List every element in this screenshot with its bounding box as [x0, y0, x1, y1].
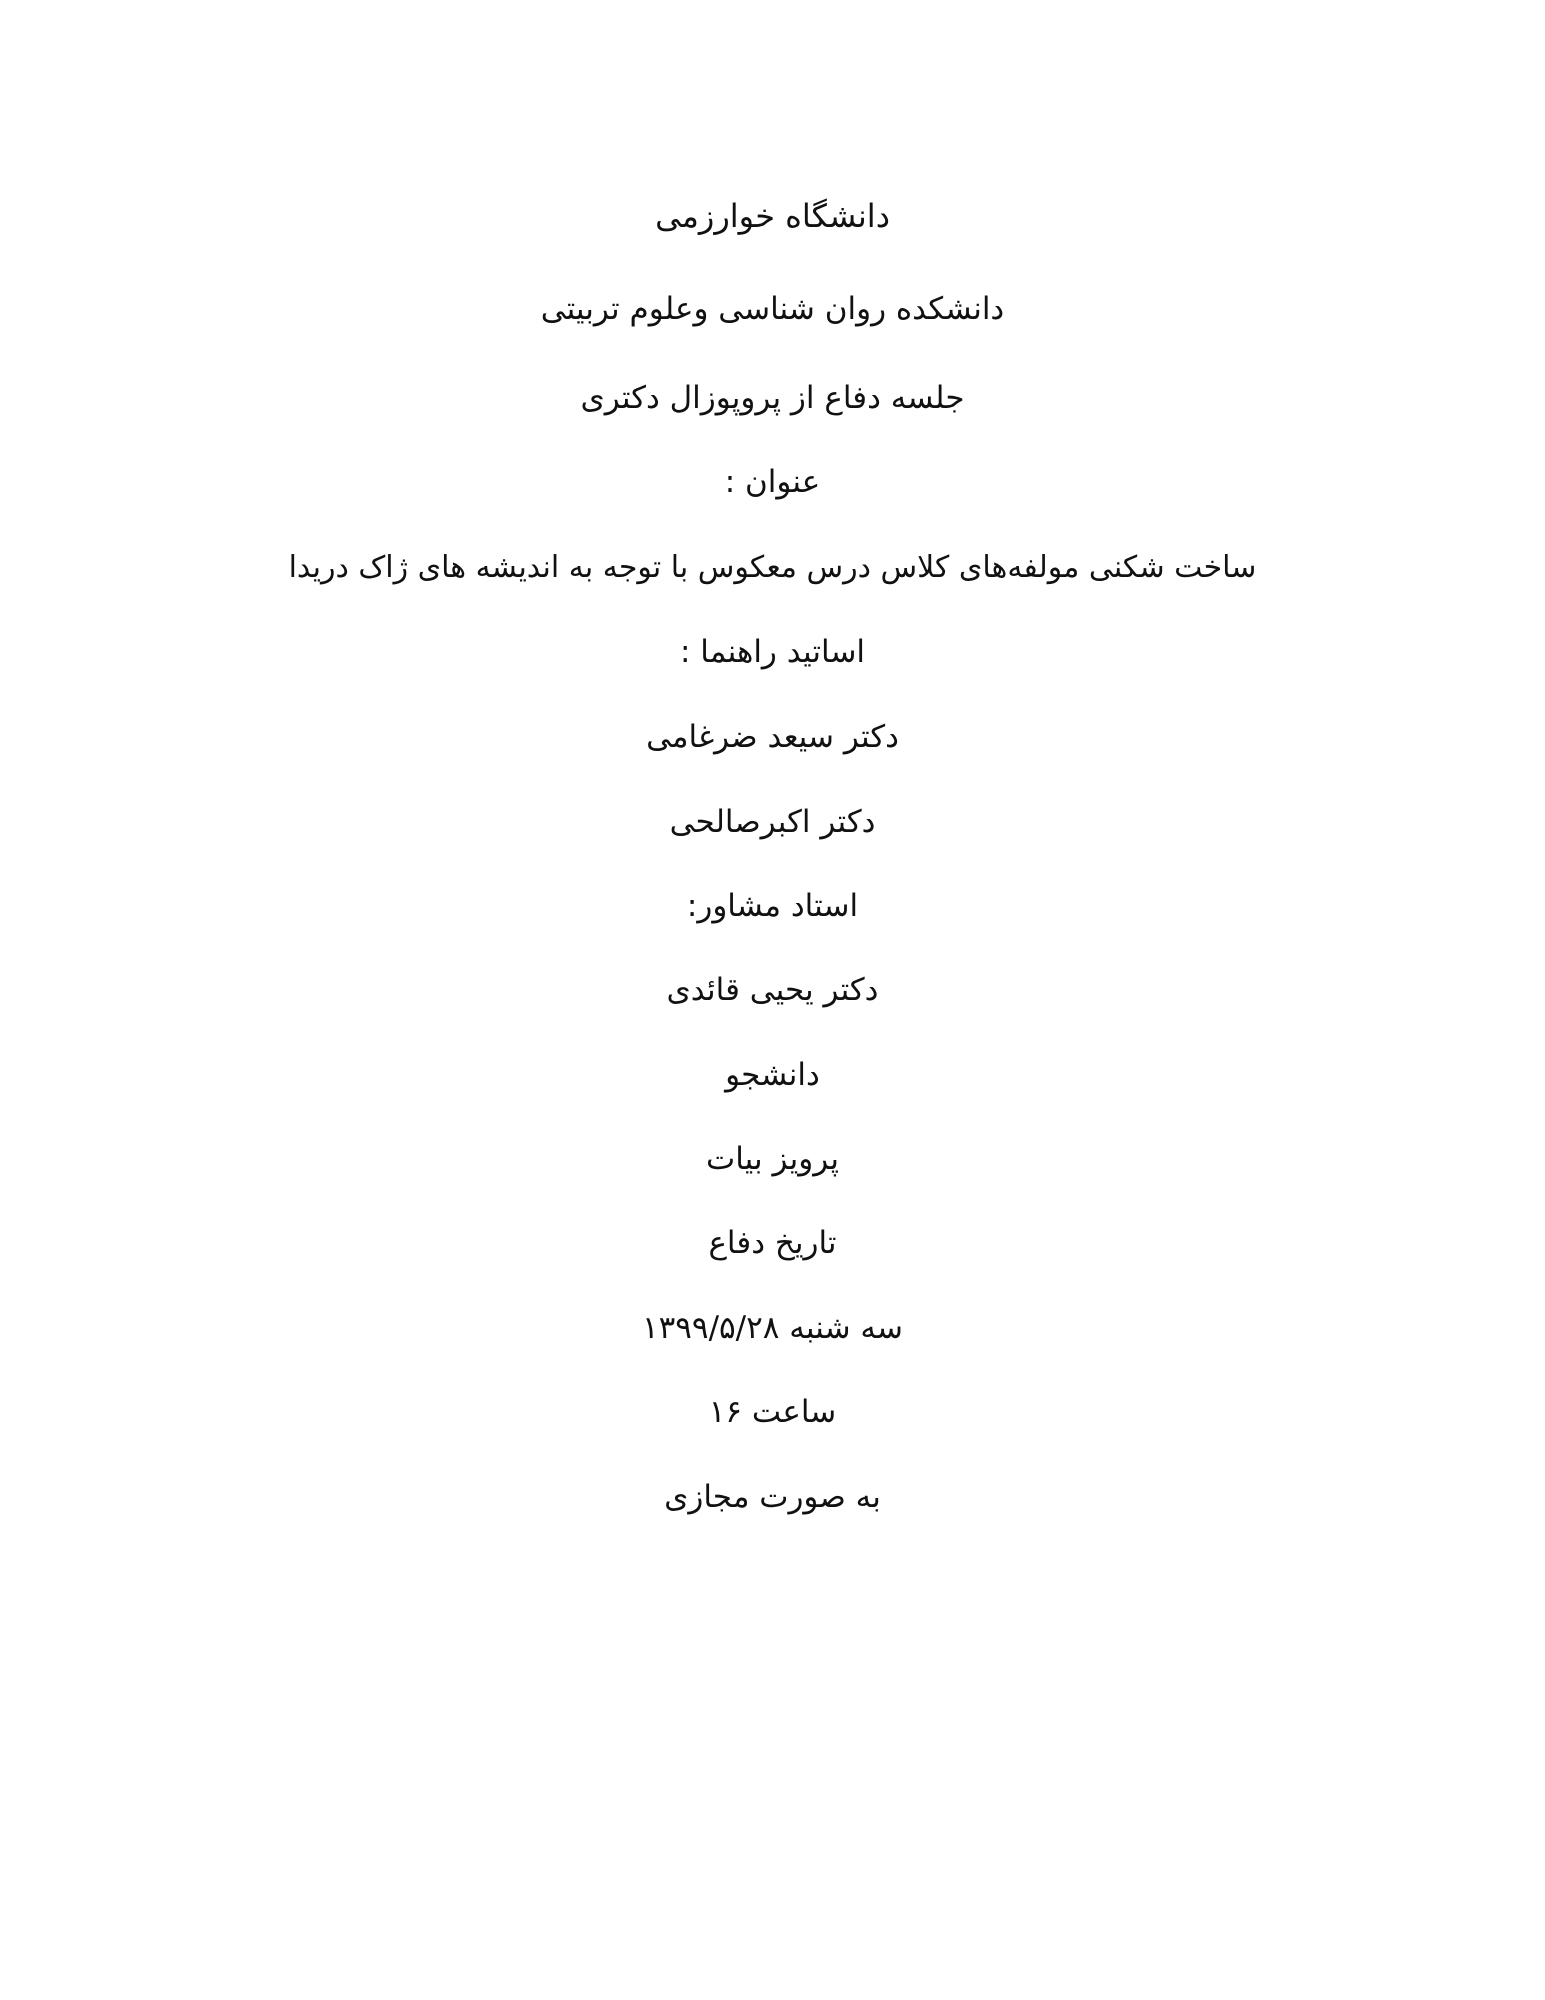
title-label: عنوان :: [724, 464, 821, 500]
session-title: جلسه دفاع از پروپوزال دکتری: [580, 380, 965, 416]
university-name: دانشگاه خوارزمی: [655, 197, 890, 235]
defense-time: ساعت ۱۶: [708, 1394, 837, 1430]
defense-date-label: تاریخ دفاع: [708, 1225, 837, 1261]
advisor-two: دکتر اکبرصالحی: [669, 804, 876, 840]
faculty-name: دانشکده روان شناسی وعلوم تربیتی: [540, 291, 1005, 327]
defense-mode: به صورت مجازی: [664, 1479, 881, 1515]
advisor-one: دکتر سیعد ضرغامی: [646, 719, 899, 755]
consultant-label: استاد مشاور:: [686, 888, 859, 924]
advisors-label: اساتید راهنما :: [679, 634, 866, 670]
student-label: دانشجو: [725, 1057, 820, 1093]
consultant-name: دکتر یحیی قائدی: [666, 972, 879, 1008]
defense-date: سه شنبه ۱۳۹۹/۵/۲۸: [641, 1310, 904, 1346]
thesis-title: ساخت شکنی مولفه‌های کلاس درس معکوس با توجه به اندیشه های ژاک دریدا: [288, 550, 1257, 585]
student-name: پرویز بیات: [706, 1141, 839, 1177]
